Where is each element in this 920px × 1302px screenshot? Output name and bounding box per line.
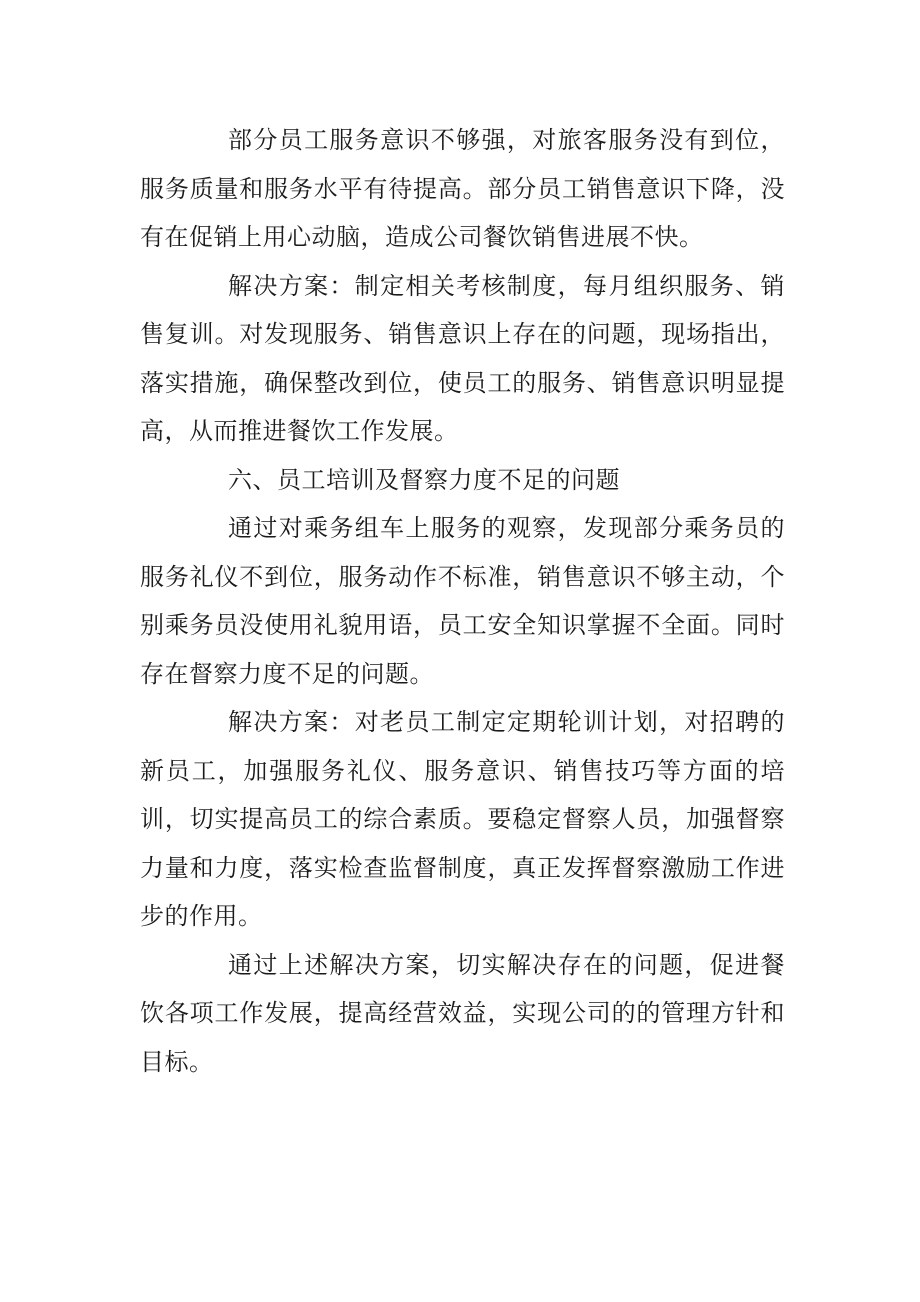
paragraph-conclusion: 通过上述解决方案，切实解决存在的问题，促进餐饮各项工作发展，提高经营效益，实现公司的的管理方针和目标。	[140, 950, 785, 1076]
section-heading-training: 六、员工培训及督察力度不足的问题	[228, 465, 620, 494]
paragraph-solution-training: 解决方案：对老员工制定定期轮训计划，对招聘的新员工，加强服务礼仪、服务意识、销售技巧等方面的培训，切实提高员工的综合素质。要稳定督察人员，加强督察力量和力度，落实检查监督制度，真正发挥督察激励工作进步的作用。	[140, 708, 785, 930]
paragraph-crew-observation: 通过对乘务组车上服务的观察，发现部分乘务员的服务礼仪不到位，服务动作不标准，销售意识不够主动，个别乘务员没使用礼貌用语，员工安全知识掌握不全面。同时存在督察力度不足的问题。	[140, 514, 785, 688]
paragraph-service-awareness: 部分员工服务意识不够强，对旅客服务没有到位，服务质量和服务水平有待提高。部分员工销售意识下降，没有在促销上用心动脑，造成公司餐饮销售进展不快。	[140, 126, 785, 251]
document-body	[140, 116, 785, 1086]
paragraph-solution-assessment: 解决方案：制定相关考核制度，每月组织服务、销售复训。对发现服务、销售意识上存在的问题，现场指出，落实措施，确保整改到位，使员工的服务、销售意识明显提高，从而推进餐饮工作发展。	[140, 271, 785, 445]
